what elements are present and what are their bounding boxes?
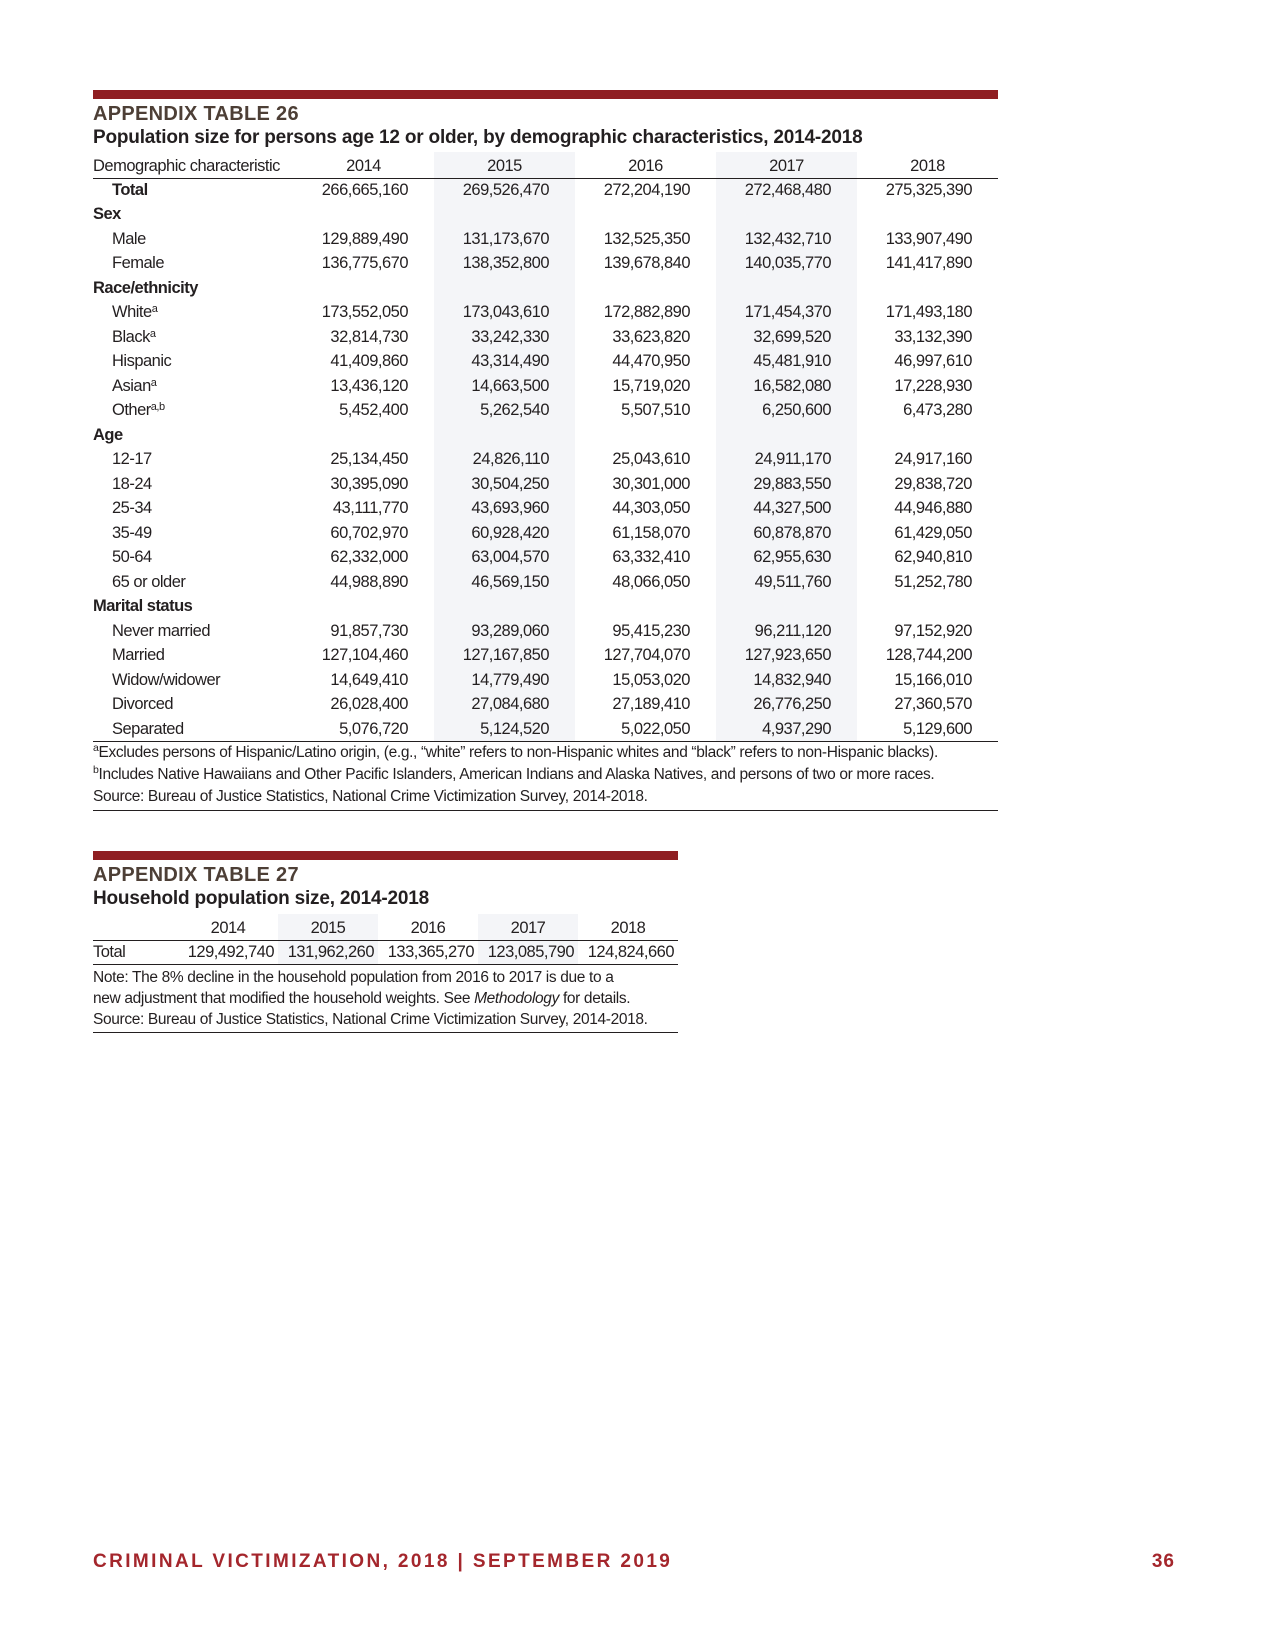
table-cell [293, 595, 434, 620]
row-label [93, 399, 293, 424]
footnote-marker: a [93, 742, 99, 754]
table-cell: 275,325,390 [885, 181, 972, 199]
row-label [93, 227, 293, 252]
table-cell: 14,779,490 [434, 668, 575, 693]
table-row [93, 252, 998, 277]
table-cell: 46,569,150 [434, 570, 575, 595]
table-cell: 49,511,760 [716, 570, 857, 595]
table-row [93, 178, 998, 203]
row-label-text: Female [112, 254, 165, 273]
table-row [93, 644, 998, 669]
table-row [93, 570, 998, 595]
table-cell: 41,409,860 [330, 352, 408, 371]
table-27-header-row [93, 914, 678, 940]
table-cell: 43,111,770 [332, 499, 408, 518]
table-row [93, 227, 998, 252]
table-cell: 96,211,120 [716, 619, 857, 644]
row-label-text: Age [93, 425, 123, 444]
table-row [93, 423, 998, 448]
table-cell: 13,436,120 [330, 376, 408, 395]
row-label [93, 276, 293, 301]
table-cell: 27,189,410 [612, 695, 690, 714]
table-cell: 124,824,660 [578, 940, 678, 964]
table-cell: 60,928,420 [434, 521, 575, 546]
row-label-text: White [112, 303, 152, 322]
column-header: 2017 [716, 152, 857, 178]
row-label-text: 50-64 [112, 548, 152, 567]
table-row [93, 448, 998, 473]
table-cell: 24,911,170 [716, 448, 857, 473]
table-cell: 25,134,450 [330, 450, 408, 469]
footnote-a [93, 742, 998, 764]
table-cell: 33,132,390 [894, 327, 972, 346]
row-label-text: Separated [112, 719, 184, 738]
table-cell: 60,878,870 [716, 521, 857, 546]
table-cell: 24,917,160 [894, 450, 972, 469]
column-header: 2014 [293, 152, 434, 178]
table-cell: 173,043,610 [434, 301, 575, 326]
table-cell [434, 276, 575, 301]
table-cell: 140,035,770 [716, 252, 857, 277]
table-cell: 16,582,080 [716, 374, 857, 399]
table-cell: 97,152,920 [894, 621, 972, 640]
table-cell: 51,252,780 [894, 572, 972, 591]
table-26-red-rule [93, 90, 998, 99]
table-27-title: Household population size, 2014-2018 [93, 888, 429, 909]
footnote-marker: a,b [150, 401, 165, 414]
table-row [93, 374, 998, 399]
table-26-title: Population size for persons age 12 or older, by demographic characteristics, 2014-2018 [93, 127, 863, 148]
table-27-grid [93, 914, 678, 965]
table-cell: 5,507,510 [621, 401, 690, 420]
table-26-header-row [93, 152, 998, 178]
row-label-text: Married [112, 646, 165, 665]
table-cell: 32,699,520 [716, 325, 857, 350]
table-cell: 5,452,400 [339, 401, 408, 420]
table-cell: 46,997,610 [894, 352, 972, 371]
row-label [93, 252, 293, 277]
table-cell: 14,832,940 [716, 668, 857, 693]
table-cell: 32,814,730 [330, 327, 408, 346]
table-27-label: APPENDIX TABLE 27 [93, 864, 299, 886]
footnote-marker: b [93, 764, 99, 776]
row-label [93, 178, 293, 203]
row-label [93, 325, 293, 350]
table-row [93, 350, 998, 375]
column-header: 2018 [578, 914, 678, 940]
row-label [93, 668, 293, 693]
table-cell: 63,332,410 [612, 548, 690, 567]
table-26-body [93, 178, 998, 742]
table-cell: 60,702,970 [330, 523, 408, 542]
table-cell: 132,525,350 [603, 229, 690, 248]
note-emphasis: Methodology [474, 989, 559, 1007]
table-cell: 172,882,890 [603, 303, 690, 322]
table-cell: 27,084,680 [434, 693, 575, 718]
table-cell: 95,415,230 [612, 621, 690, 640]
table-26-label: APPENDIX TABLE 26 [93, 103, 299, 125]
table-cell: 26,776,250 [716, 693, 857, 718]
row-label [93, 521, 293, 546]
table-cell: 24,826,110 [434, 448, 575, 473]
table-cell [434, 595, 575, 620]
table-cell: 14,649,410 [330, 670, 408, 689]
table-row [93, 546, 998, 571]
row-label [93, 693, 293, 718]
table-cell: 141,417,890 [885, 254, 972, 273]
table-cell: 44,988,890 [330, 572, 408, 591]
table-cell: 43,693,960 [434, 497, 575, 522]
table-cell [293, 276, 434, 301]
table-cell: 45,481,910 [716, 350, 857, 375]
footnote-text: Includes Native Hawaiians and Other Pacific Islanders, American Indians and Alaska Natives, and persons of two or more races. [98, 766, 935, 783]
row-label [93, 619, 293, 644]
appendix-table-26 [93, 90, 998, 811]
footnote-marker: a [149, 327, 156, 340]
row-label: Total [93, 940, 178, 964]
table-cell: 272,468,480 [716, 178, 857, 203]
table-cell: 269,526,470 [434, 178, 575, 203]
row-label-text: Male [112, 229, 146, 248]
row-label [93, 448, 293, 473]
table-cell: 128,744,200 [885, 646, 972, 665]
column-header: 2015 [278, 914, 378, 940]
column-header: 2017 [478, 914, 578, 940]
row-label [93, 570, 293, 595]
table-27-notes [93, 965, 678, 1033]
table-cell: 123,085,790 [478, 940, 578, 964]
row-label [93, 546, 293, 571]
row-label [93, 374, 293, 399]
table-cell: 5,076,720 [293, 717, 434, 742]
table-27-red-rule [93, 851, 678, 860]
table-cell: 26,028,400 [330, 695, 408, 714]
table-cell [716, 595, 857, 620]
column-header: Demographic characteristic [93, 152, 293, 178]
table-cell [857, 595, 998, 620]
table-cell [434, 203, 575, 228]
table-cell: 44,470,950 [612, 352, 690, 371]
table-cell: 131,173,670 [434, 227, 575, 252]
table-cell: 5,262,540 [434, 399, 575, 424]
table-cell: 63,004,570 [434, 546, 575, 571]
table-cell: 15,053,020 [612, 670, 690, 689]
table-cell: 133,907,490 [885, 229, 972, 248]
row-label-text: 12-17 [112, 450, 152, 469]
table-cell: 15,166,010 [894, 670, 972, 689]
note-line [93, 988, 678, 1009]
table-row [93, 325, 998, 350]
table-row [93, 203, 998, 228]
row-label-text: Race/ethnicity [93, 278, 198, 297]
column-header: 2016 [575, 152, 716, 178]
row-label [93, 595, 293, 620]
table-cell: 30,395,090 [330, 474, 408, 493]
footnote-text: Excludes persons of Hispanic/Latino origin, (e.g., “white” refers to non-Hispanic whites and “black” refers to non-Hispanic blacks). [98, 744, 938, 761]
table-cell: 5,124,520 [434, 717, 575, 742]
table-row [93, 472, 998, 497]
table-cell: 30,504,250 [434, 472, 575, 497]
row-label-text: 65 or older [112, 572, 186, 591]
row-label-text: Asian [112, 376, 151, 395]
table-cell: 5,129,600 [857, 717, 998, 742]
row-label-text: 25-34 [112, 499, 152, 518]
table-row [93, 717, 998, 742]
table-cell: 29,883,550 [716, 472, 857, 497]
table-cell [575, 595, 716, 620]
table-26-grid [93, 152, 998, 742]
table-cell: 33,623,820 [612, 327, 690, 346]
table-cell: 44,327,500 [716, 497, 857, 522]
table-cell: 136,775,670 [321, 254, 408, 273]
table-cell [857, 423, 998, 448]
row-label-text: Marital status [93, 597, 193, 616]
table-row [93, 521, 998, 546]
table-cell: 61,158,070 [612, 523, 690, 542]
table-cell: 171,454,370 [716, 301, 857, 326]
table-cell: 14,663,500 [434, 374, 575, 399]
table-row [93, 399, 998, 424]
row-label [93, 472, 293, 497]
table-row [93, 595, 998, 620]
row-label-text: 18-24 [112, 474, 152, 493]
footnote-marker: a [150, 376, 157, 389]
table-cell: 6,250,600 [716, 399, 857, 424]
table-row [93, 619, 998, 644]
table-cell: 272,204,190 [603, 181, 690, 199]
table-cell: 48,066,050 [612, 572, 690, 591]
table-cell [716, 203, 857, 228]
table-cell: 127,104,460 [321, 646, 408, 665]
table-cell: 62,955,630 [716, 546, 857, 571]
table-cell: 133,365,270 [378, 940, 478, 964]
table-cell: 129,889,490 [321, 229, 408, 248]
table-cell: 127,704,070 [603, 646, 690, 665]
table-row [93, 301, 998, 326]
table-cell [293, 203, 434, 228]
row-label-text: 35-49 [112, 523, 152, 542]
table-cell [434, 423, 575, 448]
table-cell: 4,937,290 [716, 717, 857, 742]
table-cell [575, 276, 716, 301]
table-cell: 62,940,810 [894, 548, 972, 567]
row-label [93, 717, 293, 742]
row-label-text: Widow/widower [112, 670, 221, 689]
appendix-table-27 [93, 851, 678, 1033]
table-cell: 138,352,800 [434, 252, 575, 277]
table-cell: 139,678,840 [603, 254, 690, 273]
note-text: for details. [558, 989, 631, 1007]
table-cell: 266,665,160 [321, 181, 408, 199]
table-cell: 129,492,740 [178, 940, 278, 964]
table-cell: 91,857,730 [330, 621, 408, 640]
row-label-text: Sex [93, 205, 121, 224]
column-header: 2014 [178, 914, 278, 940]
table-cell: 27,360,570 [894, 695, 972, 714]
page-number: 36 [1151, 1551, 1175, 1572]
table-row [93, 940, 678, 964]
source-note: Source: Bureau of Justice Statistics, National Crime Victimization Survey, 2014-2018. [93, 788, 648, 805]
footer-publication-title: CRIMINAL VICTIMIZATION, 2018 | SEPTEMBER 2019 [93, 1551, 673, 1572]
table-cell [575, 203, 716, 228]
table-cell [293, 423, 434, 448]
table-cell: 93,289,060 [434, 619, 575, 644]
table-row [93, 668, 998, 693]
row-label [93, 497, 293, 522]
table-cell: 61,429,050 [894, 523, 972, 542]
row-label [93, 203, 293, 228]
table-cell: 17,228,930 [894, 376, 972, 395]
table-cell [716, 423, 857, 448]
table-cell: 127,923,650 [716, 644, 857, 669]
footnote-marker: a [151, 303, 158, 316]
table-cell: 131,962,260 [278, 940, 378, 964]
table-cell: 173,552,050 [321, 303, 408, 322]
table-26-notes [93, 742, 998, 811]
note-line: Note: The 8% decline in the household population from 2016 to 2017 is due to a [93, 968, 614, 986]
table-cell: 44,303,050 [612, 499, 690, 518]
table-cell [575, 423, 716, 448]
row-label-text: Divorced [112, 695, 174, 714]
table-cell: 15,719,020 [612, 376, 690, 395]
row-label [93, 644, 293, 669]
table-cell: 25,043,610 [612, 450, 690, 469]
row-label [93, 423, 293, 448]
note-text: new adjustment that modified the household weights. See [93, 989, 475, 1007]
row-label [93, 350, 293, 375]
row-label-text: Hispanic [112, 352, 172, 371]
table-cell: 62,332,000 [330, 548, 408, 567]
source-note: Source: Bureau of Justice Statistics, National Crime Victimization Survey, 2014-2018. [93, 1010, 648, 1028]
table-cell [716, 276, 857, 301]
table-cell: 30,301,000 [612, 474, 690, 493]
table-cell: 29,838,720 [894, 474, 972, 493]
table-cell [857, 276, 998, 301]
row-label [93, 301, 293, 326]
table-cell: 33,242,330 [434, 325, 575, 350]
footnote-b [93, 764, 998, 786]
table-cell: 132,432,710 [716, 227, 857, 252]
row-label-text: Total [112, 181, 148, 199]
table-cell: 171,493,180 [885, 303, 972, 322]
table-cell: 44,946,880 [894, 499, 972, 518]
column-header: 2015 [434, 152, 575, 178]
table-row [93, 497, 998, 522]
row-label-text: Other [112, 401, 151, 420]
table-cell: 43,314,490 [434, 350, 575, 375]
column-header: 2016 [378, 914, 478, 940]
table-cell [857, 203, 998, 228]
table-row [93, 693, 998, 718]
table-cell: 127,167,850 [434, 644, 575, 669]
row-label-text: Black [112, 327, 150, 346]
table-cell: 6,473,280 [903, 401, 972, 420]
table-cell: 5,022,050 [575, 717, 716, 742]
column-header [93, 914, 178, 940]
row-label-text: Never married [112, 621, 211, 640]
table-row [93, 276, 998, 301]
column-header: 2018 [857, 152, 998, 178]
